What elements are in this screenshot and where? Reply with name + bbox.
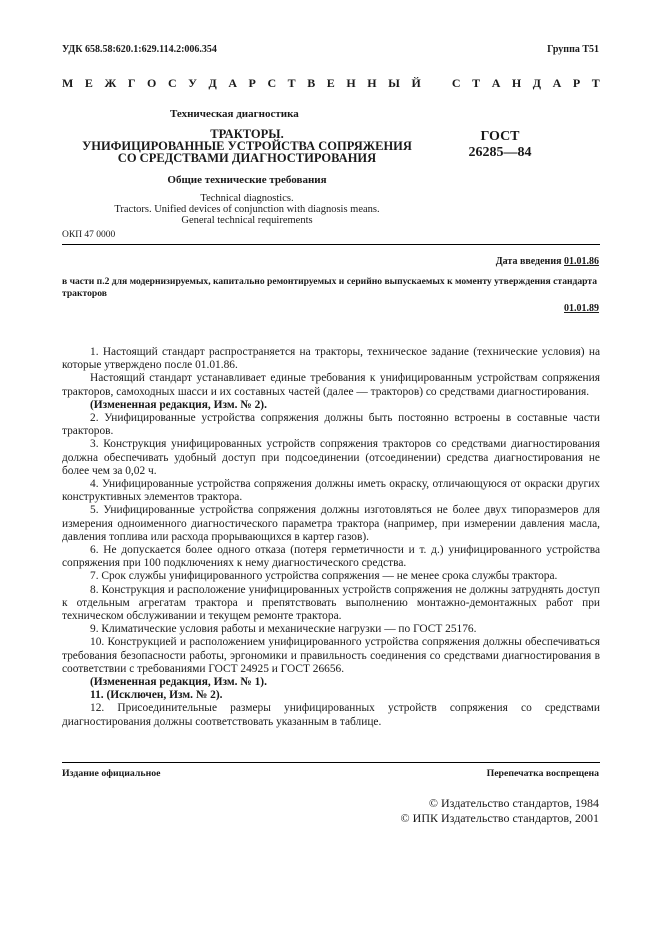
banner-letter: Д bbox=[208, 76, 217, 90]
copyright-line: © Издательство стандартов, 1984 bbox=[428, 796, 599, 810]
clause-paragraph: 1. Настоящий стандарт распространяется на тракторы, техническое задание (технические условия) на которые утверждено после 01.01.86. bbox=[62, 346, 600, 372]
banner-letter: Ы bbox=[388, 76, 400, 90]
udk-code: УДК 658.58:620.1:629.114.2:006.354 bbox=[62, 44, 217, 55]
clause-paragraph: 6. Не допускается более одного отказа (потеря герметичности и т. д.) унифицированного устройства сопряжения при 100 подключениях к нему диагностического средства. bbox=[62, 544, 600, 570]
clause-paragraph: 2. Унифицированные устройства сопряжения должны быть постоянно встроены в составные части тракторов. bbox=[62, 412, 600, 438]
title-line: СО СРЕДСТВАМИ ДИАГНОСТИРОВАНИЯ bbox=[117, 151, 377, 165]
banner-letter: С bbox=[267, 76, 277, 90]
banner-letter: Р bbox=[572, 76, 581, 90]
amendment-note: (Измененная редакция, Изм. № 1). bbox=[90, 676, 267, 689]
amendment-note: 11. (Исключен, Изм. № 2). bbox=[90, 689, 223, 702]
clause-paragraph: 5. Унифицированные устройства сопряжения должны изготовляться не более двух типоразмеров для измерения одноименного диагностического параметра трактора (например, при измерении давления масла, давления топлива или расхода прорывающихся в картер газов). bbox=[62, 504, 600, 543]
category-label: Техническая диагностика bbox=[170, 108, 299, 120]
banner-letter: Д bbox=[532, 76, 542, 90]
part-date: 01.01.89 bbox=[564, 303, 599, 314]
banner-letter: Й bbox=[411, 76, 421, 90]
group-code: Группа Т51 bbox=[547, 44, 599, 55]
banner-letter: О bbox=[147, 76, 157, 90]
body-text bbox=[62, 346, 600, 729]
document-title bbox=[62, 128, 432, 164]
gost-designation bbox=[455, 129, 545, 161]
english-line: General technical requirements bbox=[181, 215, 313, 226]
banner-letter: Т bbox=[287, 76, 296, 90]
clause-paragraph: 12. Присоединительные размеры унифицированных устройств сопряжения со средствами диагностирования должны соответствовать указанным в таблице. bbox=[62, 702, 600, 728]
banner-letter: Т bbox=[591, 76, 600, 90]
document-subtitle: Общие технические требования bbox=[167, 174, 327, 186]
gost-label: ГОСТ bbox=[480, 129, 520, 144]
effective-date bbox=[496, 256, 599, 267]
banner-letter: А bbox=[552, 76, 562, 90]
banner-letter: Н bbox=[511, 76, 522, 90]
divider bbox=[62, 244, 600, 245]
banner-gap bbox=[432, 76, 440, 91]
clause-paragraph: 4. Унифицированные устройства сопряжения должны иметь окраску, отличающуюся от окраски других конструктивных элементов трактора. bbox=[62, 478, 600, 504]
clause-paragraph: 7. Срок службы унифицированного устройства сопряжения — не менее срока службы трактора. bbox=[90, 570, 558, 583]
clause-paragraph: 9. Климатические условия работы и механические нагрузки — по ГОСТ 25176. bbox=[90, 623, 477, 636]
banner-letter: М bbox=[62, 76, 74, 90]
clause-paragraph: 10. Конструкцией и расположением унифицированного устройства сопряжения должны обеспечиваться требования безопасности работы, эргономики и правильность соединения со средствами диагностирования в соответствии с требованиями ГОСТ 24925 и ГОСТ 26656. bbox=[62, 636, 600, 675]
banner-letter: Н bbox=[346, 76, 356, 90]
banner-letter: Ж bbox=[104, 76, 117, 90]
banner-letter: Е bbox=[84, 76, 93, 90]
banner-letter: Г bbox=[127, 76, 136, 90]
copyright-block bbox=[401, 796, 599, 826]
banner-letter: С bbox=[167, 76, 177, 90]
banner-letter: С bbox=[451, 76, 461, 90]
date-label: Дата введения bbox=[495, 256, 562, 267]
banner-letter: Р bbox=[248, 76, 256, 90]
edition-label: Издание официальное bbox=[62, 768, 161, 779]
copyright-line: © ИПК Издательство стандартов, 2001 bbox=[400, 811, 599, 825]
standard-banner bbox=[62, 76, 600, 91]
banner-letter: У bbox=[188, 76, 197, 90]
banner-letter: Н bbox=[367, 76, 377, 90]
banner-letter: В bbox=[307, 76, 316, 90]
part-note: в части п.2 для модернизируемых, капитально ремонтируемых и серийно выпускаемых к моменту утверждения стандарта тракторов bbox=[62, 276, 598, 299]
clause-paragraph: Настоящий стандарт устанавливает единые требования к унифицированным устройствам сопряжения тракторов, самоходных шасси и их составных частей (далее — тракторов) со средствами диагностирования. bbox=[62, 372, 600, 398]
divider bbox=[62, 762, 600, 763]
banner-letter: А bbox=[228, 76, 237, 90]
amendment-note: (Измененная редакция, Изм. № 2). bbox=[90, 398, 267, 411]
banner-letter: Е bbox=[326, 76, 335, 90]
gost-number: 26285—84 bbox=[468, 145, 532, 160]
banner-letter: Т bbox=[472, 76, 481, 90]
title-line: УНИФИЦИРОВАННЫЕ УСТРОЙСТВА СОПРЯЖЕНИЯ bbox=[82, 139, 412, 153]
clause-paragraph: 8. Конструкция и расположение унифицированных устройств сопряжения не должны затруднять доступ к отдельным агрегатам трактора и препятствовать выполнению монтажно-демонтажных работ при техническом обслуживании и текущем ремонте трактора. bbox=[62, 583, 600, 623]
clause-paragraph: 3. Конструкция унифицированных устройств сопряжения тракторов со средствами диагностирования должна обеспечивать удобный доступ при подсоединении (отсоединении) средства диагностирования не более чем за 0,02 ч. bbox=[62, 438, 600, 477]
okp-code: ОКП 47 0000 bbox=[62, 230, 116, 240]
reprint-notice: Перепечатка воспрещена bbox=[486, 768, 599, 779]
english-line: Tractors. Unified devices of conjunction with diagnosis means. bbox=[114, 204, 380, 215]
title-line: ТРАКТОРЫ. bbox=[210, 127, 284, 141]
english-line: Technical diagnostics. bbox=[200, 193, 294, 204]
date-value: 01.01.86 bbox=[564, 256, 599, 267]
english-title bbox=[62, 193, 432, 226]
banner-letter: А bbox=[491, 76, 501, 90]
